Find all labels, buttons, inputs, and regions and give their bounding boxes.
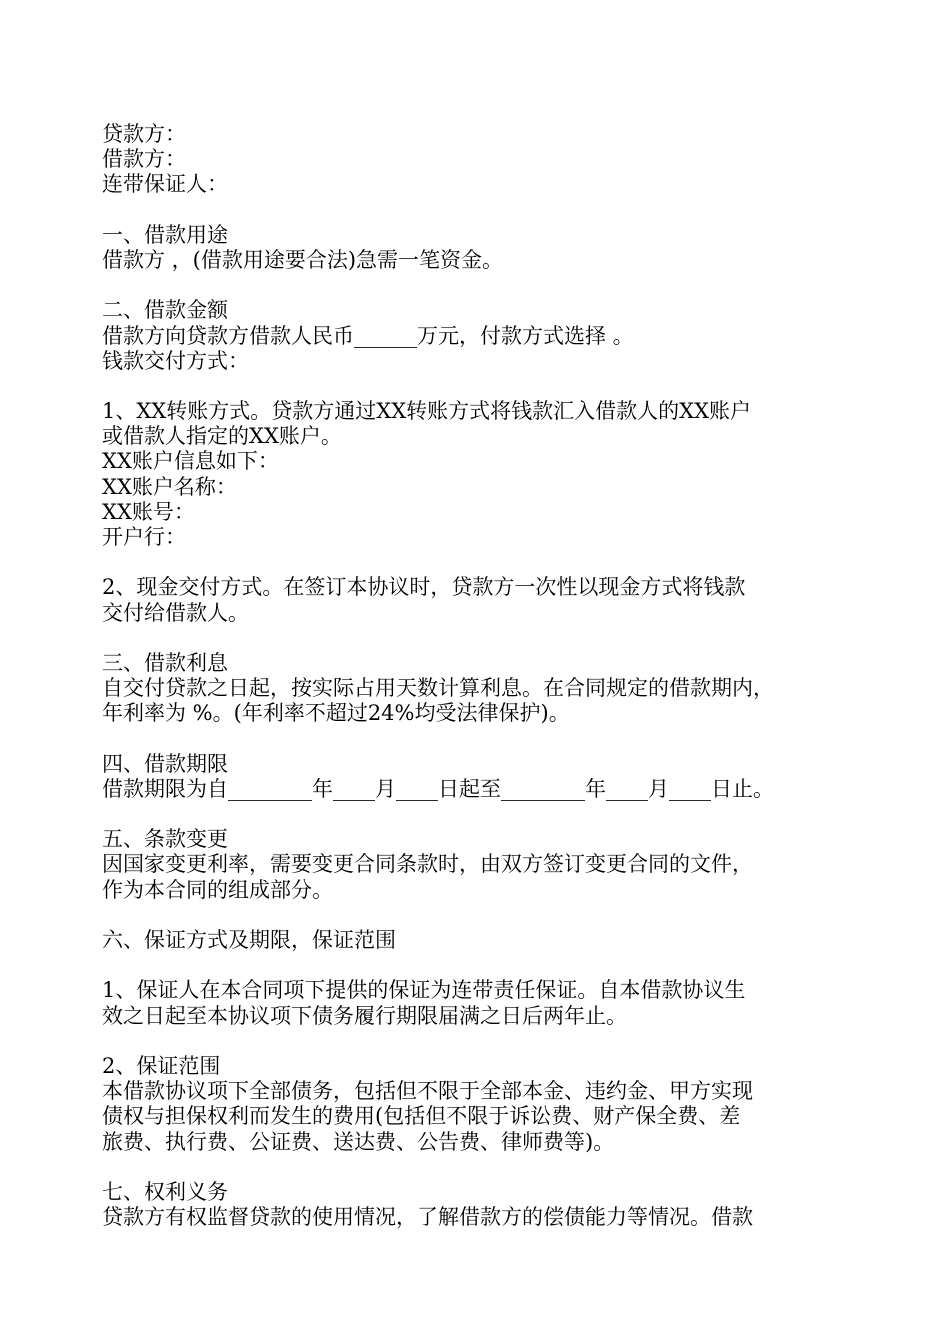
section-heading: 六、保证方式及期限，保证范围 bbox=[102, 928, 396, 952]
section-text: 年利率为 %。(年利率不超过24%均受法律保护)。 bbox=[102, 701, 570, 726]
party-borrower: 借款方： bbox=[102, 147, 186, 172]
section-text: 1、保证人在本合同项下提供的保证为连带责任保证。自本借款协议生 bbox=[102, 978, 746, 1003]
section-text: 借款期限为自________年____月____日起至________年____月____日止。 bbox=[102, 776, 774, 801]
spacer bbox=[102, 727, 862, 752]
section-text: 钱款交付方式： bbox=[102, 348, 249, 373]
section-text: 开户行： bbox=[102, 525, 186, 549]
section-heading: 2、保证范围 bbox=[102, 1053, 221, 1078]
section-text: XX账号： bbox=[102, 499, 195, 524]
section-text: 贷款方有权监督贷款的使用情况，了解借款方的偿债能力等情况。借款 bbox=[102, 1205, 753, 1230]
spacer bbox=[102, 374, 862, 399]
section-text: 2、现金交付方式。在签订本协议时，贷款方一次性以现金方式将钱款 bbox=[102, 575, 746, 600]
section-text: 或借款人指定的XX账户。 bbox=[102, 424, 342, 449]
section-heading: 一、借款用途 bbox=[102, 222, 228, 247]
document-page bbox=[102, 122, 862, 1230]
section-text: 自交付贷款之日起，按实际占用天数计算利息。在合同规定的借款期内， bbox=[102, 676, 774, 701]
section-text: 作为本合同的组成部分。 bbox=[102, 877, 333, 902]
party-lender: 贷款方： bbox=[102, 122, 186, 146]
spacer bbox=[102, 802, 862, 827]
spacer bbox=[102, 953, 862, 978]
section-text: XX账户名称： bbox=[102, 474, 237, 499]
section-text: 本借款协议项下全部债务，包括但不限于全部本金、违约金、甲方实现 bbox=[102, 1079, 753, 1104]
spacer bbox=[102, 1029, 862, 1054]
section-heading: 三、借款利息 bbox=[102, 650, 228, 675]
section-heading: 四、借款期限 bbox=[102, 751, 228, 776]
section-text: XX账户信息如下： bbox=[102, 449, 279, 474]
spacer bbox=[102, 626, 862, 651]
spacer bbox=[102, 903, 862, 928]
spacer bbox=[102, 1155, 862, 1180]
section-text: 效之日起至本协议项下债务履行期限届满之日后两年止。 bbox=[102, 1003, 627, 1028]
section-text: 旅费、执行费、公证费、送达费、公告费、律师费等)。 bbox=[102, 1129, 615, 1154]
spacer bbox=[102, 550, 862, 575]
section-heading: 二、借款金额 bbox=[102, 298, 228, 323]
section-heading: 七、权利义务 bbox=[102, 1179, 228, 1204]
section-text: 借款方向贷款方借款人民币______万元，付款方式选择 。 bbox=[102, 323, 634, 348]
spacer bbox=[102, 198, 862, 223]
section-text: 交付给借款人。 bbox=[102, 600, 249, 625]
party-guarantor: 连带保证人： bbox=[102, 172, 228, 197]
section-text: 1、XX转账方式。贷款方通过XX转账方式将钱款汇入借款人的XX账户 bbox=[102, 399, 752, 424]
section-heading: 五、条款变更 bbox=[102, 827, 228, 852]
section-text: 债权与担保权利而发生的费用(包括但不限于诉讼费、财产保全费、差 bbox=[102, 1104, 741, 1129]
section-text: 借款方 ，(借款用途要合法)急需一笔资金。 bbox=[102, 247, 504, 272]
section-text: 因国家变更利率，需要变更合同条款时，由双方签订变更合同的文件， bbox=[102, 852, 753, 877]
spacer bbox=[102, 273, 862, 298]
